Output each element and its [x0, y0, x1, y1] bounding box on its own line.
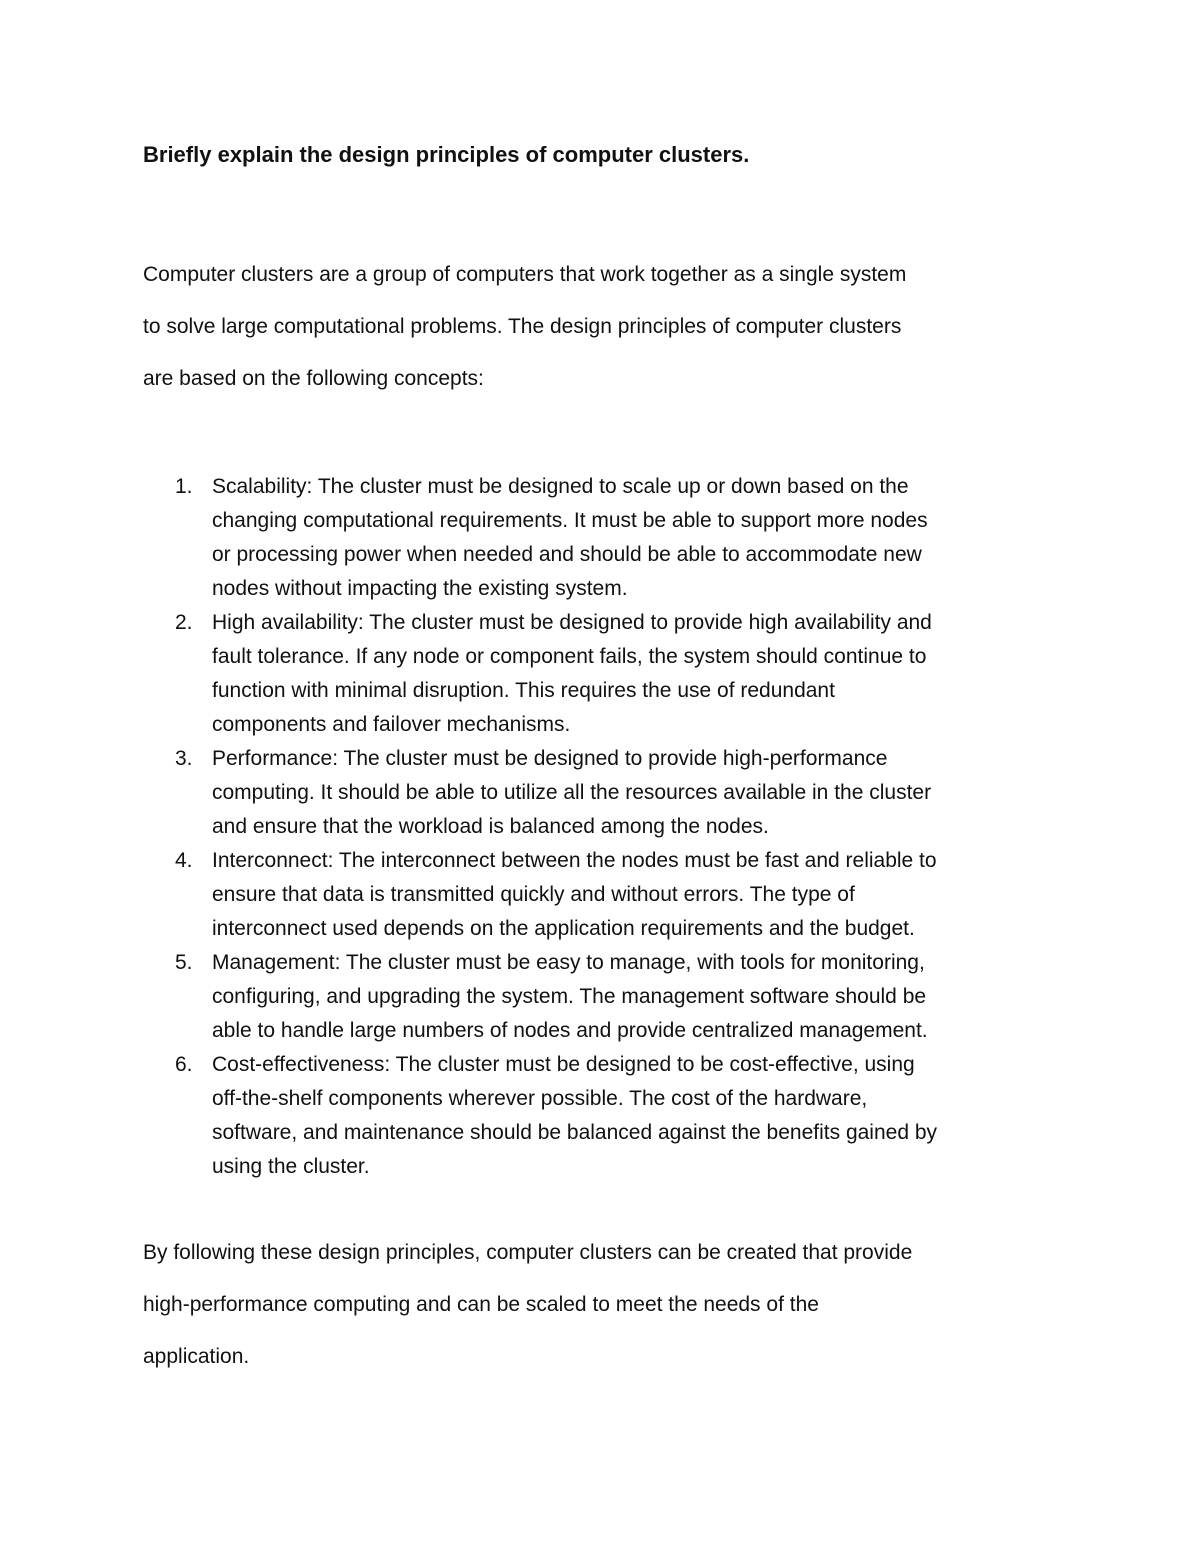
intro-line: to solve large computational problems. The design principles of computer clusters — [143, 315, 902, 338]
list-item — [143, 946, 937, 1048]
list-item-line: nodes without impacting the existing system. — [212, 577, 628, 600]
list-number: 4. — [175, 849, 193, 872]
list-item-line: Performance: The cluster must be designed to provide high-performance — [212, 747, 888, 770]
intro-paragraph — [143, 260, 906, 416]
conclusion-line: By following these design principles, computer clusters can be created that provide — [143, 1241, 913, 1264]
list-item-line: Management: The cluster must be easy to manage, with tools for monitoring, — [212, 951, 925, 974]
list-item-line: configuring, and upgrading the system. The management software should be — [212, 985, 927, 1008]
conclusion-paragraph — [143, 1238, 912, 1394]
list-item-line: computing. It should be able to utilize all the resources available in the cluster — [212, 781, 932, 804]
intro-line: Computer clusters are a group of computers that work together as a single system — [143, 263, 907, 286]
list-item-line: interconnect used depends on the application requirements and the budget. — [212, 917, 915, 940]
list-item-line: High availability: The cluster must be designed to provide high availability and — [212, 611, 932, 634]
list-item — [143, 1048, 937, 1184]
list-item — [143, 844, 937, 946]
list-number: 1. — [175, 475, 193, 498]
list-item-line: able to handle large numbers of nodes and provide centralized management. — [212, 1019, 928, 1042]
list-item-line: off-the-shelf components wherever possible. The cost of the hardware, — [212, 1087, 868, 1110]
list-item-line: ensure that data is transmitted quickly and without errors. The type of — [212, 883, 855, 906]
list-item-line: using the cluster. — [212, 1155, 370, 1178]
list-item-line: Interconnect: The interconnect between the nodes must be fast and reliable to — [212, 849, 937, 872]
list-number: 5. — [175, 951, 193, 974]
intro-line: are based on the following concepts: — [143, 367, 484, 390]
list-item-line: Scalability: The cluster must be designed to scale up or down based on the — [212, 475, 909, 498]
list-item-line: software, and maintenance should be balanced against the benefits gained by — [212, 1121, 938, 1144]
list-item-line: or processing power when needed and should be able to accommodate new — [212, 543, 922, 566]
conclusion-line: application. — [143, 1345, 250, 1368]
document-title: Briefly explain the design principles of computer clusters. — [143, 142, 750, 167]
list-item — [143, 742, 937, 844]
list-item-line: changing computational requirements. It must be able to support more nodes — [212, 509, 928, 532]
list-item — [143, 606, 937, 742]
list-item-line: components and failover mechanisms. — [212, 713, 571, 736]
conclusion-line: high-performance computing and can be scaled to meet the needs of the — [143, 1293, 819, 1316]
list-number: 3. — [175, 747, 193, 770]
list-item-line: Cost-effectiveness: The cluster must be designed to be cost-effective, using — [212, 1053, 915, 1076]
list-item — [143, 470, 937, 606]
principles-list — [143, 470, 937, 1184]
list-number: 6. — [175, 1053, 193, 1076]
list-item-line: function with minimal disruption. This requires the use of redundant — [212, 679, 835, 702]
list-number: 2. — [175, 611, 193, 634]
list-item-line: and ensure that the workload is balanced among the nodes. — [212, 815, 769, 838]
list-item-line: fault tolerance. If any node or component fails, the system should continue to — [212, 645, 927, 668]
